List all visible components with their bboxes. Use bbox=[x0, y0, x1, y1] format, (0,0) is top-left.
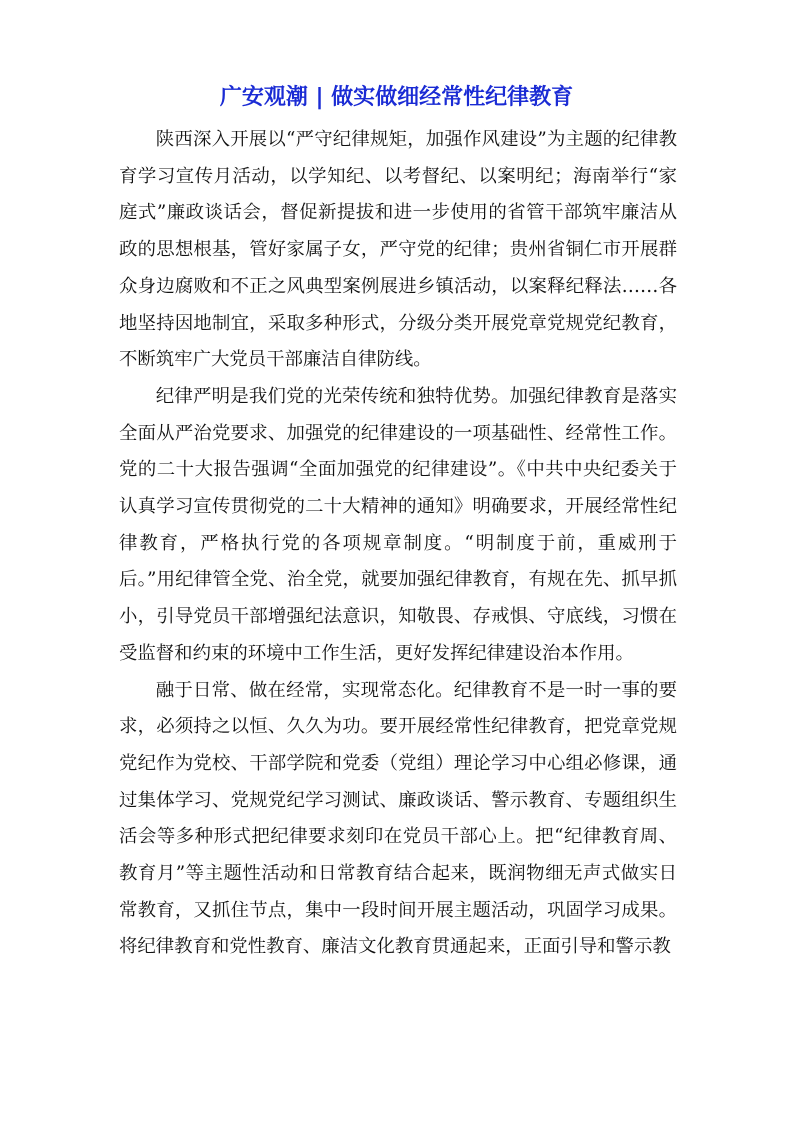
paragraph-1: 陕西深入开展以“严守纪律规矩，加强作风建设”为主题的纪律教育学习宣传月活动，以学知纪、以考督纪、以案明纪；海南举行“家庭式”廉政谈话会，督促新提拔和进一步使用的省管干部筑牢廉洁从政的思想根基，管好家属子女，严守党的纪律；贵州省铜仁市开展群众身边腐败和不正之风典型案例展进乡镇活动，以案释纪释法……各地坚持因地制宜，采取多种形式，分级分类开展党章党规党纪教育，不断筑牢广大党员干部廉洁自律防线。 bbox=[119, 129, 677, 371]
article-body bbox=[119, 122, 677, 966]
paragraph-3: 融于日常、做在经常，实现常态化。纪律教育不是一时一事的要求，必须持之以恒、久久为功。要开展经常性纪律教育，把党章党规党纪作为党校、干部学院和党委（党组）理论学习中心组必修课，通过集体学习、党规党纪学习测试、廉政谈话、警示教育、专题组织生活会等多种形式把纪律要求刻印在党员干部心上。把“纪律教育周、教育月”等主题性活动和日常教育结合起来，既润物细无声式做实日常教育，又抓住节点，集中一段时间开展主题活动，巩固学习成果。将纪律教育和党性教育、廉洁文化教育贯通起来，正面引导和警示教 bbox=[119, 679, 677, 958]
paragraph-2: 纪律严明是我们党的光荣传统和独特优势。加强纪律教育是落实全面从严治党要求、加强党的纪律建设的一项基础性、经常性工作。党的二十大报告强调“全面加强党的纪律建设”。《中共中央纪委关于认真学习宣传贯彻党的二十大精神的通知》明确要求，开展经常性纪律教育，严格执行党的各项规章制度。“明制度于前，重威刑于后。”用纪律管全党、治全党，就要加强纪律教育，有规在先、抓早抓小，引导党员干部增强纪法意识，知敬畏、存戒惧、守底线，习惯在受监督和约束的环境中工作生活，更好发挥纪律建设治本作用。 bbox=[119, 385, 677, 664]
article-title: 广安观潮 | 做实做细经常性纪律教育 bbox=[219, 85, 574, 110]
